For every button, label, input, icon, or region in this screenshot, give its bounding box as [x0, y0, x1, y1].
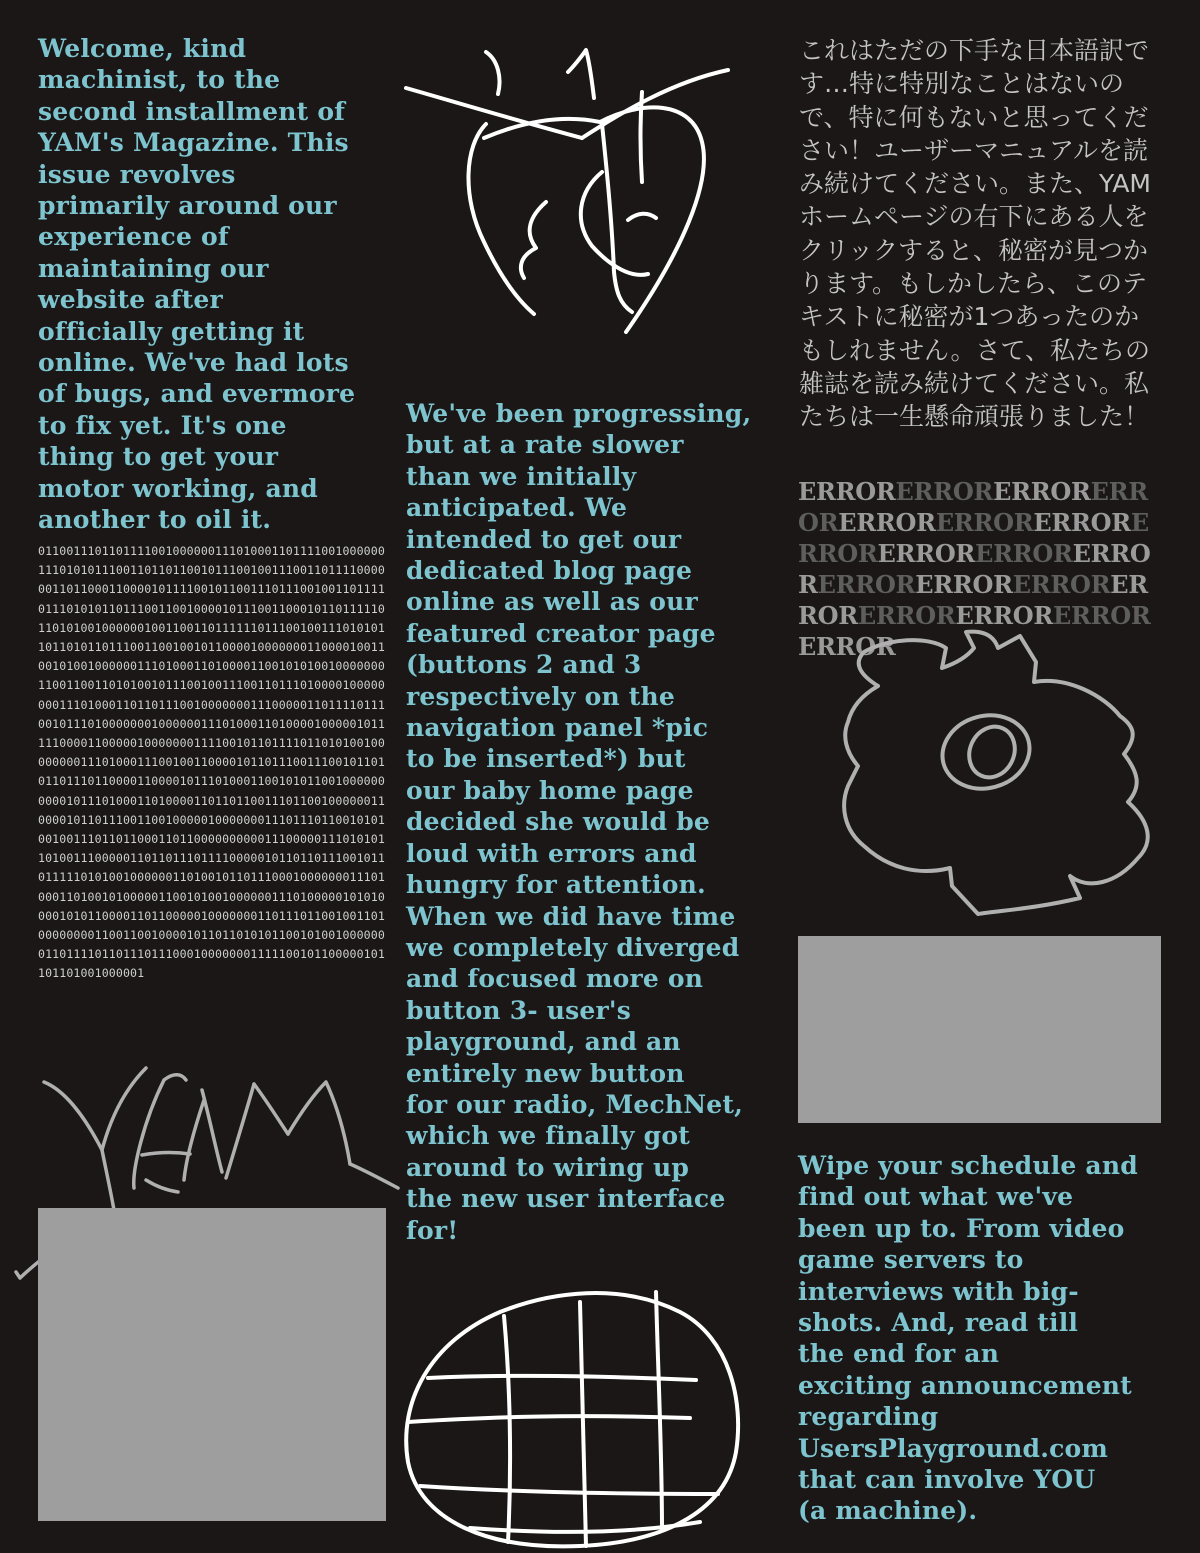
error-word: ERROR	[857, 601, 956, 630]
error-word: ERROR	[798, 539, 1151, 599]
middle-paragraph: We've been progressing, but at a rate slower than we initially anticipated. We intended to get our dedicated blog page online as well as our featured creator page (buttons 2 and 3 respectively on the navigation panel *pic to be inserted*) but our baby home page decided she would be loud with errors and hungry for attention. When we did have time we completely diverged and focused more on button 3- user's playground, and an entirely new button for our radio, MechNet, which we finally got around to wiring up the new user interface for!	[406, 399, 752, 1245]
gear-doodle-icon	[838, 626, 1158, 920]
error-word: ERROR	[993, 477, 1091, 506]
error-word: ERROR	[877, 539, 976, 568]
error-word: ERROR	[798, 477, 896, 506]
error-word: ERROR	[1012, 570, 1111, 599]
intro-paragraph: Welcome, kind machinist, to the second installment of YAM's Magazine. This issue revolves primarily around our experience of maintaining our website after officially getting it online. We've had lots of bugs, and evermore to fix yet. It's one thing to get your motor working, and another to oil it.	[38, 34, 356, 535]
error-word: ERROR	[1033, 508, 1131, 537]
japanese-translation-text: これはただの下手な日本語訳です…特に特別なことはないので、特に何もないと思ってください！ユーザーマニュアルを読み続けてください。また、YAMホームページの右下にある人をクリックすると、秘密が見つかります。もしかしたら、このテキストに秘密が1つあったのかもしれません。さて、私たちの雑誌を読み続けてください。私たちは一生懸命頑張りました！	[799, 36, 1152, 432]
error-word: ERROR	[798, 632, 896, 661]
error-word: ERROR	[798, 570, 1148, 630]
heart-doodle-icon	[402, 42, 732, 342]
image-placeholder-right	[798, 936, 1161, 1123]
error-word: ERROR	[975, 539, 1073, 568]
error-word: ERROR	[798, 477, 1148, 537]
error-word: ERROR	[1053, 601, 1151, 630]
image-placeholder-left	[38, 1208, 386, 1521]
error-word: ERROR	[838, 508, 936, 537]
globe-doodle-icon	[400, 1272, 748, 1552]
error-word: ERROR	[895, 477, 994, 506]
error-word: ERROR	[915, 570, 1013, 599]
error-word: ERROR	[935, 508, 1034, 537]
closing-paragraph: Wipe your schedule and find out what we've been up to. From video game servers to interviews with big- shots. And, read till the end for an exciting announcement regarding UsersPlayground.com that can involve YOU (a machine).	[798, 1151, 1138, 1526]
error-word: ERROR	[817, 570, 916, 599]
error-word: ERROR	[955, 601, 1053, 630]
binary-code-block: 0110011101101111001000000111010001101111001000000111010101110011011011001011100100111001101111000000110110001100001011110010110011101110010011011110111010101101110011001000010111001100010110111110110101001000000100110011011111101110010011101010110110101101110011001001011000010000000110000100110010100100000011101000110100001100101010010000000110011001101010010111001001110011011101000010000000011101000110110111001000000011100000110111101110010111010000000100000011101000110100001000001011111000011000001000000011110010110111101101010010000000011101000111001001100001011011100111001011010110111011000011000010111010001100101011001000000000010111010001101000011011011001110110010000001100001011011100110010000010000000111011101100101010010011101101100011011000000000011100000111010101101001110000011011011101111000001011011011100101101111101010010000001101001011011100010000000111010001101001010000011001010010000001110100000101010000101011000011011000001000000011011101100100110100000000110011001000010110110101011001010010000000110111101101110111000100000001111100101100000101101101001000001	[38, 544, 385, 981]
error-word: ERROR	[798, 508, 1149, 568]
